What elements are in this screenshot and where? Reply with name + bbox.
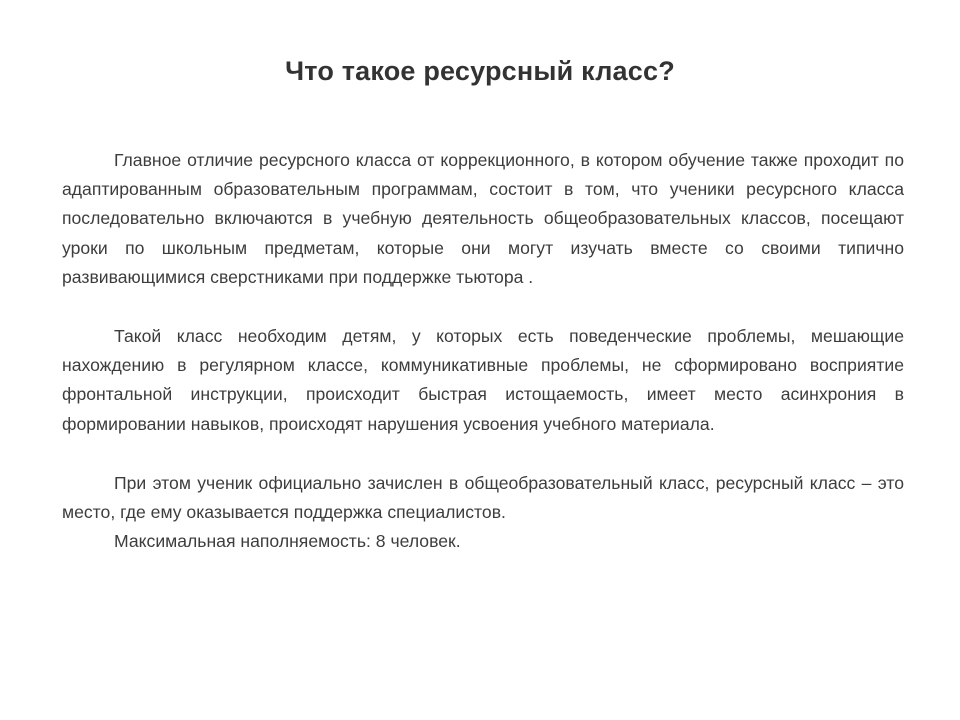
slide-title: Что такое ресурсный класс? [285, 56, 675, 86]
paragraph-gap [62, 439, 904, 469]
paragraph-who-needs: Такой класс необходим детям, у которых есть поведенческие проблемы, мешающие нахождению в регулярном классе, коммуникативные проблемы, не сформировано восприятие фронтальной инструкции, происходит быстрая истощаемость, имеет место асинхрония в формировании навыков, происходят нарушения усвоения учебного материала. [62, 326, 904, 434]
paragraph-enrollment: При этом ученик официально зачислен в общеобразовательный класс, ресурсный класс – это место, где ему оказывается поддержка специалистов. [62, 472, 904, 523]
paragraph-gap [62, 292, 904, 322]
paragraph-main-difference: Главное отличие ресурсного класса от коррекционного, в котором обучение также проходит по адаптированным образовательным программам, состоит в том, что ученики ресурсного класса последовательно включаются в учебную деятельность общеобразовательных классов, посещают уроки по школьным предметам, которые они могут изучать вместе со своими типично развивающимися сверстниками при поддержке тьютора . [62, 150, 904, 287]
slide-body [62, 146, 904, 556]
paragraph-max-capacity: Максимальная наполняемость: 8 человек. [114, 531, 461, 552]
